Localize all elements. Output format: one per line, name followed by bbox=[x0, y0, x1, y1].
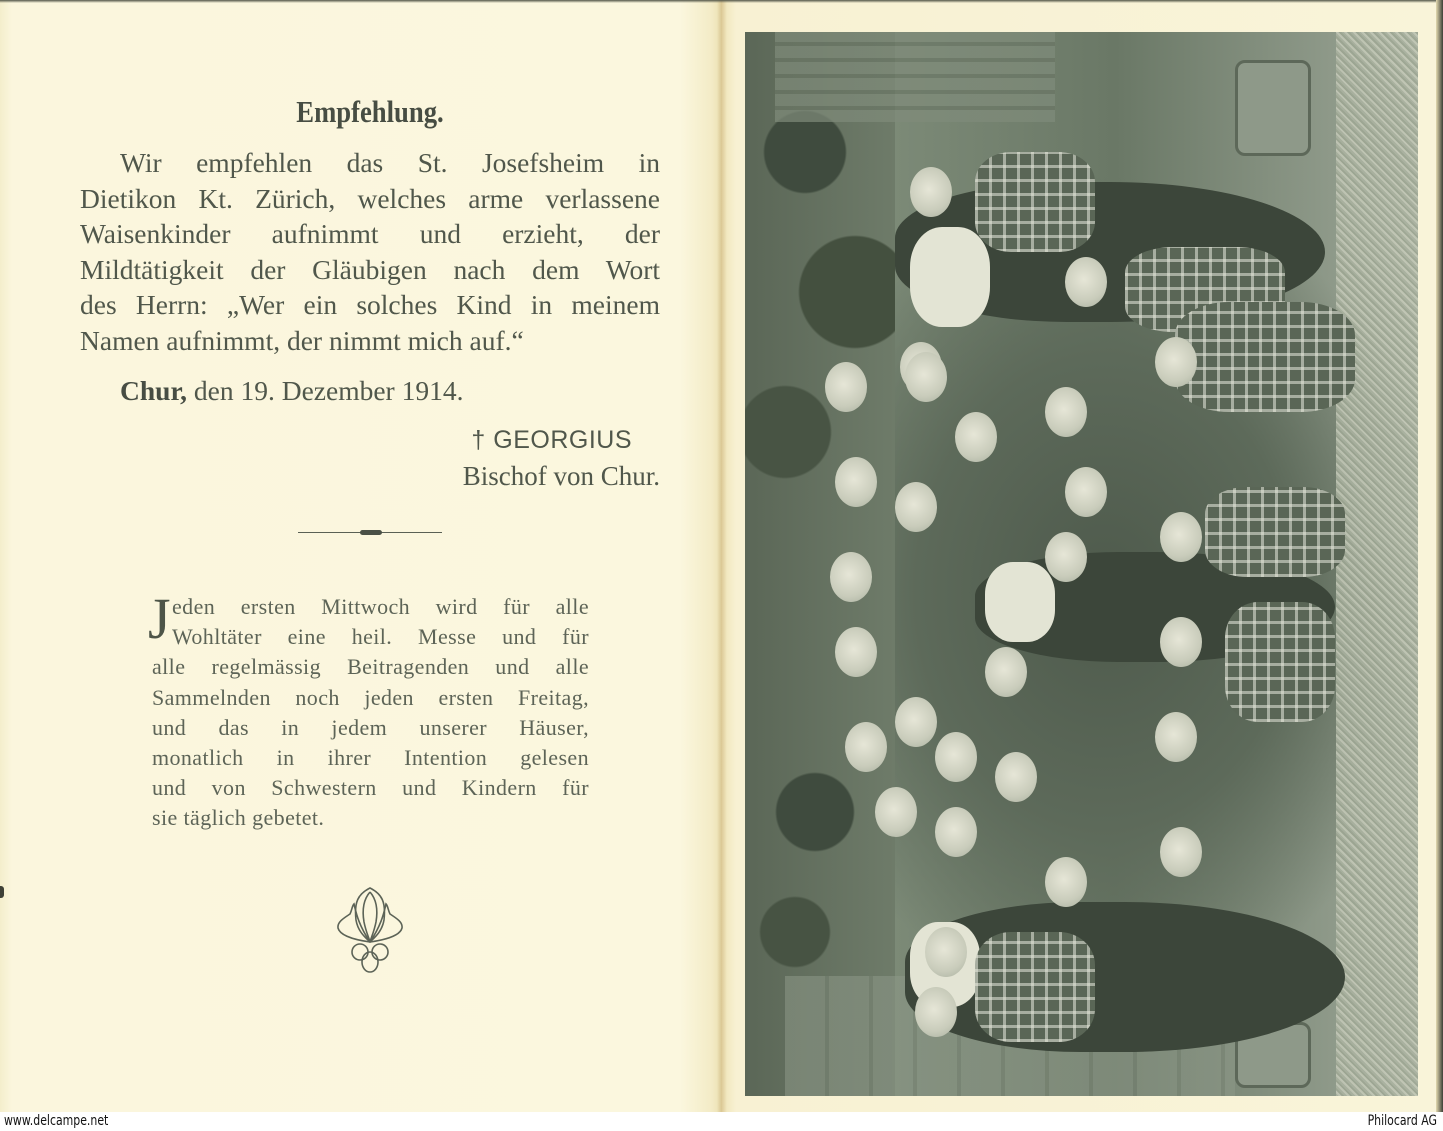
signature-title: Bischof von Chur. bbox=[462, 461, 660, 491]
dateline bbox=[120, 375, 463, 407]
text-line: und von Schwestern und Kindern für bbox=[152, 775, 589, 801]
mass-notice-text bbox=[152, 592, 589, 834]
photo-foliage bbox=[745, 32, 895, 1096]
watermark-left: www.delcampe.net bbox=[4, 1113, 109, 1129]
photo-wall bbox=[775, 32, 1055, 122]
fold-crease bbox=[717, 0, 727, 1112]
text-line: Wir empfehlen das St. Josefsheim in bbox=[120, 147, 660, 178]
recommendation-text bbox=[80, 145, 660, 358]
dateline-place: Chur, bbox=[120, 375, 188, 406]
text-line: monatlich in ihrer Intention gelesen bbox=[152, 745, 589, 771]
text-line: eden ersten Mittwoch wird für alle bbox=[172, 594, 589, 619]
photo-gravel bbox=[1336, 32, 1418, 1096]
text-line: und das in jedem unserer Häuser, bbox=[152, 714, 589, 740]
signature-block bbox=[400, 422, 660, 494]
signature-name: † GEORGIUS bbox=[471, 426, 632, 454]
text-line: alle regelmässig Beitragenden und alle bbox=[152, 654, 589, 680]
text-line: sie täglich gebetet. bbox=[152, 805, 325, 831]
text-line: Mildtätigkeit der Gläubigen nach dem Wort bbox=[80, 253, 660, 285]
text-line: Namen aufnimmt, der nimmt mich auf.“ bbox=[80, 324, 524, 356]
fleur-de-lis-ornament-icon bbox=[320, 880, 420, 980]
text-line: des Herrn: „Wer ein solches Kind in meinem bbox=[80, 289, 660, 320]
text-line: Dietikon Kt. Zürich, welches arme verlassene bbox=[80, 182, 660, 214]
page-title: Empfehlung. bbox=[296, 94, 444, 129]
watermark-right: Philocard AG bbox=[1367, 1113, 1437, 1129]
photo-urn bbox=[1235, 60, 1311, 156]
dateline-date: den 19. Dezember 1914. bbox=[187, 375, 464, 406]
ornamental-rule-icon bbox=[298, 532, 442, 533]
text-line: Waisenkinder aufnimmt und erzieht, der bbox=[80, 218, 660, 249]
right-edge-shadow bbox=[1436, 0, 1443, 1112]
edge-tear bbox=[0, 886, 4, 898]
top-edge-shadow bbox=[0, 0, 1443, 3]
group-photograph bbox=[745, 32, 1418, 1096]
text-line: Wohltäter eine heil. Messe und für bbox=[172, 624, 589, 650]
watermark-footer bbox=[0, 1112, 1443, 1131]
text-line: Sammelnden noch jeden ersten Freitag, bbox=[152, 684, 589, 710]
drop-cap: J bbox=[148, 586, 171, 651]
